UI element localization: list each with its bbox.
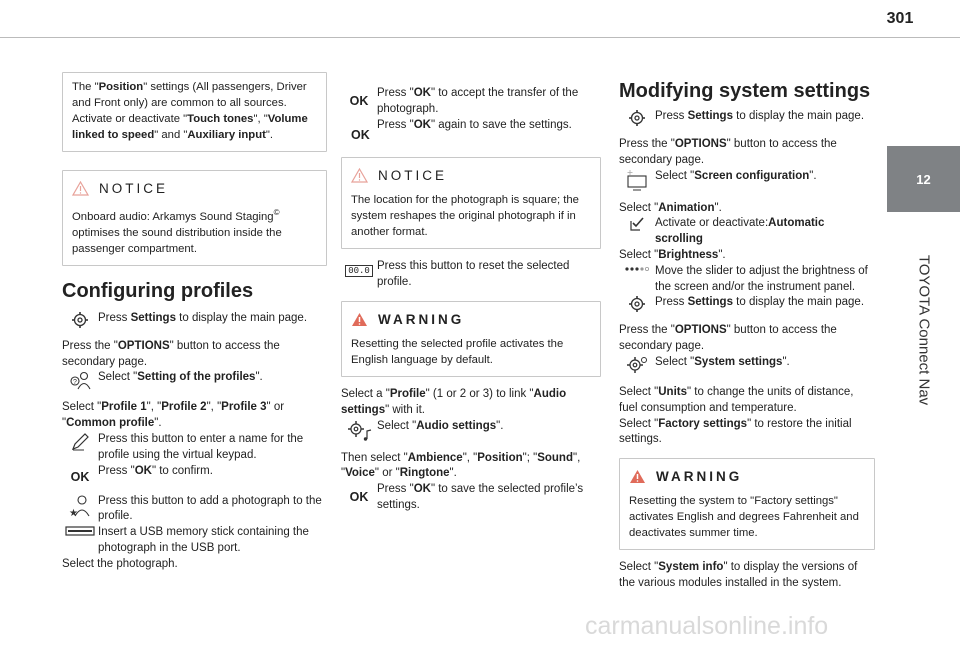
step-text: Press this button to reset the selected profile. xyxy=(377,260,570,289)
section-heading: Modifying system settings xyxy=(619,80,871,102)
step-text: Activate or deactivate:Automatic scrolling xyxy=(655,217,825,246)
step-text: Press this button to enter a name for the profile using the virtual keypad. xyxy=(98,432,304,461)
brightness-slider-icon xyxy=(624,264,650,274)
ok-button-icon: OK xyxy=(349,94,369,108)
step-text: Select "Animation". xyxy=(619,201,722,214)
info-text: The "Position" settings (All passengers, Driver and Front only) are common to all sources. Activate or deactivate "Touch tones", "Volume linked to speed" and "Auxiliary input". xyxy=(72,81,308,141)
settings-gear-icon xyxy=(628,109,646,127)
notice-box xyxy=(341,157,601,249)
step-text: Press the "OPTIONS" button to access the secondary page. xyxy=(619,324,837,353)
warning-box xyxy=(619,458,875,550)
step-text: Press "OK" to accept the transfer of the photograph. Press "OK" again to save the settings. xyxy=(377,87,579,131)
step-text: Move the slider to adjust the brightness of the screen and/or the instrument panel. xyxy=(655,264,868,293)
step-text: Select the photograph. xyxy=(62,557,178,570)
ok-button-icon: OK xyxy=(70,469,90,484)
notice-box xyxy=(62,170,327,266)
notice-text: The location for the photograph is square; the system reshapes the original photograph if in another format. xyxy=(351,194,579,239)
reset-profile-icon: 00.0 xyxy=(345,265,373,277)
step-text: Press the "OPTIONS" button to access the secondary page. xyxy=(62,339,280,368)
notice-triangle-icon xyxy=(351,168,368,183)
info-box xyxy=(62,72,327,152)
system-settings-icon xyxy=(626,355,648,375)
step-text: Press this button to add a photograph to the profile. xyxy=(98,494,322,523)
column-1 xyxy=(62,72,327,573)
pencil-icon xyxy=(70,432,90,452)
section-heading: Configuring profiles xyxy=(62,279,254,302)
warning-triangle-icon xyxy=(351,312,368,327)
column-2 xyxy=(341,86,601,514)
step-text: Press the "OPTIONS" button to access the secondary page. xyxy=(619,138,837,166)
step-text: Select a "Profile" (1 or 2 or 3) to link "Audio settings" with it. xyxy=(341,387,567,416)
screen-configuration-icon xyxy=(625,169,649,191)
column-3 xyxy=(619,80,875,592)
chapter-title: TOYOTA Connect Nav xyxy=(915,254,933,406)
step-text: Press Settings to display the main page. xyxy=(655,110,865,122)
settings-gear-icon xyxy=(628,295,646,313)
ok-button-icon: OK xyxy=(349,490,369,505)
step-text: Insert a USB memory stick containing the photograph in the USB port. xyxy=(98,526,309,554)
ok-button-icon: OK xyxy=(351,128,370,142)
svg-text:?: ? xyxy=(73,379,77,387)
chapter-tab[interactable]: 12 xyxy=(887,146,960,212)
step-text: Select "Brightness". xyxy=(619,248,726,261)
step-text: Select "System settings". xyxy=(655,355,790,368)
notice-triangle-icon xyxy=(72,181,89,196)
step-text: Press "OK" to save the selected profile’s settings. xyxy=(377,483,584,511)
header-rule xyxy=(0,37,960,38)
step-text: Select "System info" to display the versions of the various modules installed in the system. xyxy=(619,561,858,589)
step-text: Press Settings to display the main page. xyxy=(655,296,865,309)
watermark: carmanualsonline.info xyxy=(585,612,829,640)
step-text: Then select "Ambience", "Position"; "Sound", "Voice" or "Ringtone". xyxy=(341,451,581,480)
notice-text: Onboard audio: Arkamys Sound Staging© optimises the sound distribution inside the passenger compartment. xyxy=(72,208,282,255)
step-text: Press "OK" to confirm. xyxy=(98,464,213,477)
notice-heading: NOTICE xyxy=(378,168,448,184)
add-photo-icon xyxy=(68,494,92,518)
warning-box xyxy=(341,301,601,377)
warning-triangle-icon xyxy=(629,469,646,484)
warning-text: Resetting the selected profile activates the English language by default. xyxy=(351,337,564,366)
step-text: Select "Screen configuration". xyxy=(655,169,817,182)
usb-port-icon xyxy=(65,525,95,537)
audio-settings-icon xyxy=(346,419,372,441)
checkbox-icon xyxy=(629,216,645,232)
notice-heading: NOTICE xyxy=(99,181,169,196)
warning-heading: WARNING xyxy=(656,469,743,485)
step-text: Press Settings to display the main page. xyxy=(98,311,308,324)
page-number: 301 xyxy=(886,10,914,27)
warning-text: Resetting the system to "Factory settings" activates English and degrees Fahrenheit and deactivates summer time. xyxy=(629,495,859,540)
step-text: Select "Profile 1", "Profile 2", "Profile 3" or "Common profile". xyxy=(62,401,285,430)
svg-text:★: ★ xyxy=(69,507,78,518)
warning-heading: WARNING xyxy=(378,311,465,327)
step-text: Select "Setting of the profiles". xyxy=(98,371,263,384)
profile-settings-icon xyxy=(67,370,93,390)
step-text: Select "Audio settings". xyxy=(377,419,504,432)
settings-gear-icon xyxy=(71,311,89,329)
step-text: Select "Units" to change the units of distance, fuel consumption and temperature. Select "Factory settings" to restore the initial settings. xyxy=(619,385,854,446)
